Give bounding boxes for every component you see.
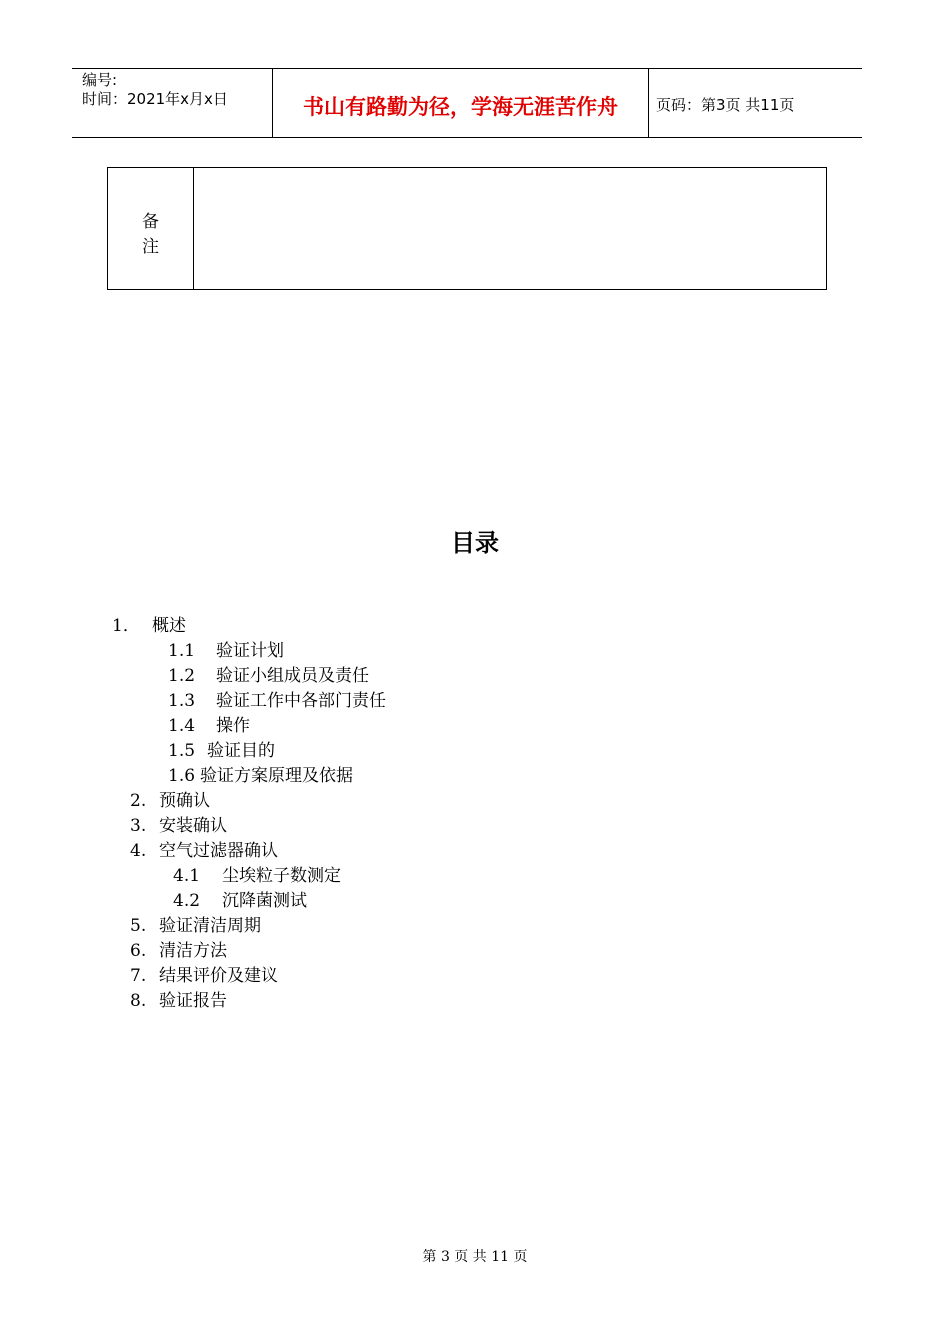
toc-item-text: 验证计划 (216, 641, 284, 661)
toc-item (168, 640, 284, 662)
toc-item-text: 验证工作中各部门责任 (216, 691, 386, 711)
toc-item-number: 4.2 (173, 891, 201, 911)
toc-item (130, 915, 261, 937)
toc-item-text: 清洁方法 (159, 941, 227, 961)
toc-item (130, 790, 210, 812)
toc-item (130, 940, 227, 962)
remarks-label-bottom: 注 (142, 237, 159, 257)
toc-item-number: 1.3 (168, 691, 196, 711)
toc-item-number: 1.2 (168, 666, 196, 686)
toc-item-text: 验证方案原理及依据 (200, 766, 353, 786)
toc-item-text: 预确认 (159, 791, 210, 811)
toc-item-number: 7. (130, 966, 147, 986)
time-label: 时间：2021年x月x日 (82, 90, 228, 108)
toc-item-number: 1.6 (168, 766, 196, 786)
remarks-label-top: 备 (142, 212, 159, 232)
toc-item-text: 安装确认 (159, 816, 227, 836)
toc-item-text: 概述 (152, 616, 186, 636)
toc-item-number: 4. (130, 841, 147, 861)
toc-title: 目录 (451, 529, 499, 557)
toc-item (130, 815, 227, 837)
toc-item (130, 990, 227, 1012)
toc-item-number: 6. (130, 941, 147, 961)
header-motto: 书山有路勤为径，学海无涯苦作舟 (303, 95, 618, 119)
toc-item (130, 965, 278, 987)
toc-item-number: 8. (130, 991, 147, 1011)
toc-item (168, 665, 369, 687)
page-footer: 第 3 页 共 11 页 (422, 1249, 528, 1265)
toc-item-text: 验证目的 (207, 741, 275, 761)
toc-item (173, 865, 341, 887)
toc-item-number: 2. (130, 791, 147, 811)
header-page-info: 页码：第3页 共11页 (656, 96, 795, 114)
toc-item-number: 5. (130, 916, 147, 936)
toc-item-text: 验证报告 (159, 991, 227, 1011)
toc-item (173, 890, 307, 912)
toc-item (130, 840, 278, 862)
toc-item (112, 615, 186, 637)
toc-item-number: 1.1 (168, 641, 196, 661)
toc-item-text: 操作 (216, 716, 250, 736)
toc-item (168, 740, 275, 762)
toc-item-text: 结果评价及建议 (159, 966, 278, 986)
toc-item-text: 尘埃粒子数测定 (222, 866, 341, 886)
toc-item (168, 690, 386, 712)
toc-item-text: 沉降菌测试 (222, 891, 307, 911)
toc-item (168, 765, 353, 787)
toc-item-number: 3. (130, 816, 147, 836)
toc-item-number: 1． (112, 616, 140, 636)
toc-item-text: 空气过滤器确认 (159, 841, 278, 861)
toc-item-number: 1.4 (168, 716, 196, 736)
toc-item-number: 4.1 (173, 866, 201, 886)
toc-item-number: 1.5 (168, 741, 196, 761)
toc-item-text: 验证清洁周期 (159, 916, 261, 936)
toc-item-text: 验证小组成员及责任 (216, 666, 369, 686)
serial-label: 编号: (82, 71, 118, 89)
toc-item (168, 715, 250, 737)
